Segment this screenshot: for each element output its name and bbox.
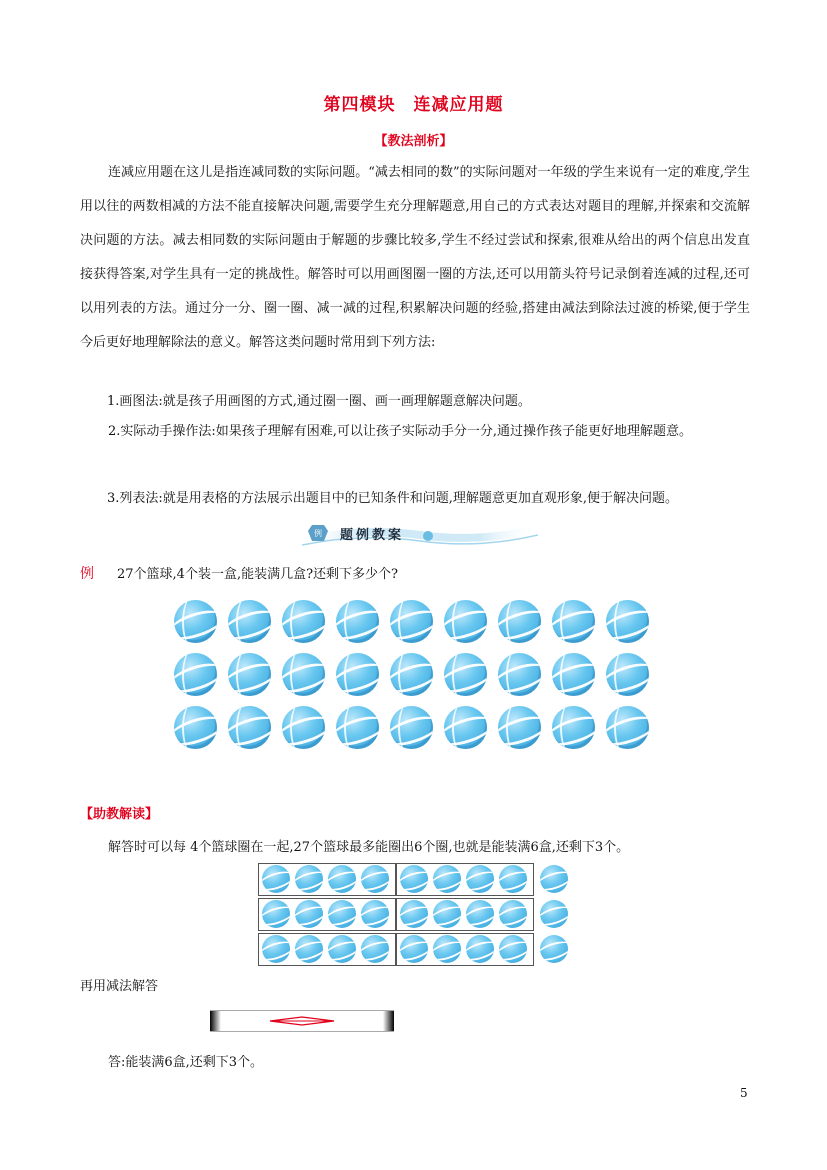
basketball-icon (552, 600, 595, 643)
basketball-icon (336, 706, 379, 749)
basketball-icon (390, 600, 433, 643)
basketball-icon (540, 935, 568, 963)
basketball-icon (295, 900, 323, 928)
method-2: 2.实际动手操作法:如果孩子理解有困难,可以让孩子实际动手分一分,通过操作孩子能更好地理解题意。 (108, 424, 693, 439)
basketball-icon (552, 706, 595, 749)
answer-text: 答:能装满6盒,还剩下3个。 (108, 1055, 264, 1070)
basketball-icon (361, 865, 389, 893)
basketball-icon (328, 900, 356, 928)
basketball-icon (295, 935, 323, 963)
basketball-icon (390, 706, 433, 749)
basketball-icon (498, 600, 541, 643)
basketball-icon (606, 600, 649, 643)
banner-graphic (302, 519, 538, 549)
basketball-icon (552, 653, 595, 696)
basketball-icon (228, 706, 271, 749)
basketball-grid (174, 600, 654, 756)
method-1: 1.画图法:就是孩子用画图的方式,通过圈一圈、画一画理解题意解决问题。 (107, 394, 531, 409)
basketball-icon (466, 900, 494, 928)
basketball-icon (262, 935, 290, 963)
basketball-icon (400, 865, 428, 893)
basketball-icon (444, 706, 487, 749)
basketball-icon (433, 935, 461, 963)
basketball-icon (228, 600, 271, 643)
basketball-icon (499, 935, 527, 963)
page-number: 5 (740, 1086, 748, 1100)
example-question: 27个篮球,4个装一盒,能装满几盒?还剩下多少个? (117, 567, 399, 582)
example-label: 例 (80, 566, 94, 582)
basketball-icon (498, 653, 541, 696)
basketball-icon (328, 865, 356, 893)
basketball-icon (174, 600, 217, 643)
basketball-icon (498, 706, 541, 749)
basketball-icon (228, 653, 271, 696)
svg-text:例: 例 (314, 529, 322, 538)
subtraction-label: 再用减法解答 (80, 979, 159, 994)
teaching-analysis-heading: 【教法剖析】 (374, 134, 453, 149)
basketball-icon (174, 706, 217, 749)
basketball-icon (400, 935, 428, 963)
basketball-icon (540, 900, 568, 928)
basketball-icon (540, 865, 568, 893)
intro-paragraph: 连减应用题在这儿是指连减同数的实际问题。“减去相同的数”的实际问题对一年级的学生来说有一定的难度,学生用以往的两数相减的方法不能直接解决问题,需要学生充分理解题意,用自己的方式表达对题目的理解,并探索和交流解决问题的方法。减去相同数的实际问题由于解题的步骤比较多,学生不经过尝试和探索,很难从给出的两个信息出发直接获得答案,对学生具有一定的挑战性。解答时可以用画图圈一圈的方法,还可以用箭头符号记录倒着连减的过程,还可以用列表的方法。通过分一分、圈一圈、减一减的过程,积累解决问题的经验,搭建由减法到除法过渡的桥梁,便于学生今后更好地理解除法的意义。解答这类问题时常用到下列方法: (80, 165, 750, 350)
basketball-icon (433, 900, 461, 928)
basketball-icon (295, 865, 323, 893)
basketball-icon (174, 653, 217, 696)
basketball-icon (262, 865, 290, 893)
basketball-icon (444, 600, 487, 643)
basketball-icon (361, 900, 389, 928)
basketball-icon (606, 706, 649, 749)
basketball-icon (336, 600, 379, 643)
helper-explanation: 解答时可以每 4个篮球圈在一起,27个篮球最多能圈出6个圈,也就是能装满6盒,还剩下3个。 (108, 840, 630, 855)
basketball-icon (499, 900, 527, 928)
basketball-icon (499, 865, 527, 893)
basketball-icon (444, 653, 487, 696)
method-3: 3.列表法:就是用表格的方法展示出题目中的已知条件和问题,理解题意更加直观形象,便于解决问题。 (107, 491, 679, 506)
page-title: 第四模块 连减应用题 (323, 95, 504, 115)
basketball-icon (328, 935, 356, 963)
basketball-icon (282, 600, 325, 643)
grouped-basketball-grid (258, 863, 568, 967)
basketball-icon (336, 653, 379, 696)
helper-heading: 【助教解读】 (80, 807, 159, 822)
basketball-icon (390, 653, 433, 696)
subtraction-graphic (210, 1010, 394, 1032)
basketball-icon (400, 900, 428, 928)
basketball-icon (433, 865, 461, 893)
basketball-icon (282, 706, 325, 749)
basketball-icon (361, 935, 389, 963)
basketball-icon (466, 865, 494, 893)
basketball-icon (466, 935, 494, 963)
basketball-icon (606, 653, 649, 696)
banner-label: 题例教案 (340, 528, 405, 543)
basketball-icon (262, 900, 290, 928)
example-banner (302, 519, 538, 549)
basketball-icon (282, 653, 325, 696)
